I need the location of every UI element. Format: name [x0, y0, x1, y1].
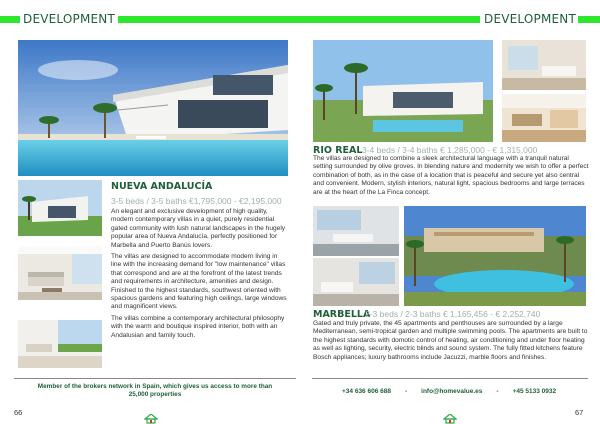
page-number-right: 67	[575, 408, 584, 417]
nueva-andalucia-paragraph-1: An elegant and exclusive development of high quality, modern contemporary villas in a quiet, purely residential gated community with lush natural landscapes in the hugely popular area of Nueva Andalucía, perfectly positioned for Marbella and Puerto Banús lovers.	[111, 208, 286, 249]
header-accent-bar-left-1	[0, 16, 20, 23]
villa-pool-hero-photo	[18, 40, 288, 176]
marbella-pool-garden-photo	[404, 206, 586, 306]
footer-divider-right	[312, 378, 588, 379]
nueva-andalucia-title: NUEVA ANDALUCÍA	[111, 181, 213, 192]
contact-line	[342, 388, 563, 395]
villa-terrace-photo	[18, 314, 102, 368]
header-title-right: DEVELOPMENT	[481, 12, 579, 26]
nueva-andalucia-paragraph-2: The villas are designed to accommodate modern living in line with the increasing demand for "low maintenance" villas that correspond and are at the forefront of the latest trends and requirements in architecture, amenities and design. Finished to the highest standards, southwest oriented with spacious gardens and featuring high ceilings, large windows and magnificent views.	[111, 253, 287, 311]
rio-real-interior-photo-2	[502, 94, 586, 142]
contact-separator: -	[496, 388, 499, 395]
homevalue-logo-icon-right	[443, 411, 457, 421]
phone-link-spain[interactable]: +34 636 606 688	[342, 388, 391, 395]
marbella-interior-photo-1	[313, 206, 399, 256]
marbella-specs: 2-3 beds / 2-3 baths € 1,165,456 - € 2,252,740	[365, 309, 541, 319]
header-title-left: DEVELOPMENT	[20, 12, 118, 26]
header-accent-bar-left-2	[118, 16, 300, 23]
header-accent-bar-right-2	[578, 16, 600, 23]
footer-divider-left	[14, 378, 296, 379]
homevalue-logo-icon-left	[144, 411, 158, 421]
page-number-left: 66	[14, 408, 23, 417]
header-accent-bar-right-1	[300, 16, 480, 23]
phone-link-denmark[interactable]: +45 5133 0932	[512, 388, 557, 395]
nueva-andalucia-specs: 3-5 beds / 3-5 baths €1,795,000 - €2,195,000	[111, 196, 282, 206]
rio-real-specs: 3-4 beds / 3-4 baths € 1,285,000 - € 1,315,000	[362, 145, 538, 155]
rio-real-title: RIO REAL	[313, 145, 363, 156]
brokers-network-note: Member of the brokers network in Spain, which gives us access to more than 25,000 properties	[37, 383, 273, 398]
nueva-andalucia-paragraph-3: The villas combine a contemporary architectural philosophy with the warm and boutique inspired interior, both with an Andalusian and family touch.	[111, 314, 285, 339]
rio-real-interior-photo-1	[502, 40, 586, 90]
marbella-description: Gated and truly private, the 45 apartments and penthouses are surrounded by a large Mediterranean, semi-tropical garden and multiple swimming pools. The apartments are built to the highest standards with domotic control of heating, air conditioning and under floor heating as well as lighting, security, electric blinds and sound system. The fully fitted kitchens feature Bosch appliances; luxury bathrooms include Jacuzzi, marble floors and finishes.	[313, 320, 588, 361]
villa-living-room-photo	[18, 246, 102, 300]
villa-exterior-thumb-photo	[18, 180, 102, 236]
marbella-interior-photo-2	[313, 258, 399, 306]
rio-real-description: The villas are designed to combine a sleek architectural language with a tranquil natural setting surrounded by olive groves. In blending nature and modernity we wish to offer a perfect combination of both, as in the case of a location that is peaceful and secure yet also central and convenient. Modern, stylish interiors, natural light, spacious bedrooms and large terraces are at the heart of the La Finca concept.	[313, 155, 589, 196]
nueva-andalucia-description	[111, 208, 289, 343]
email-link[interactable]: info@homevalue.es	[421, 388, 483, 395]
rio-real-villa-pool-photo	[313, 40, 493, 142]
contact-separator: -	[404, 388, 408, 395]
marbella-title: MARBELLA	[313, 309, 371, 320]
